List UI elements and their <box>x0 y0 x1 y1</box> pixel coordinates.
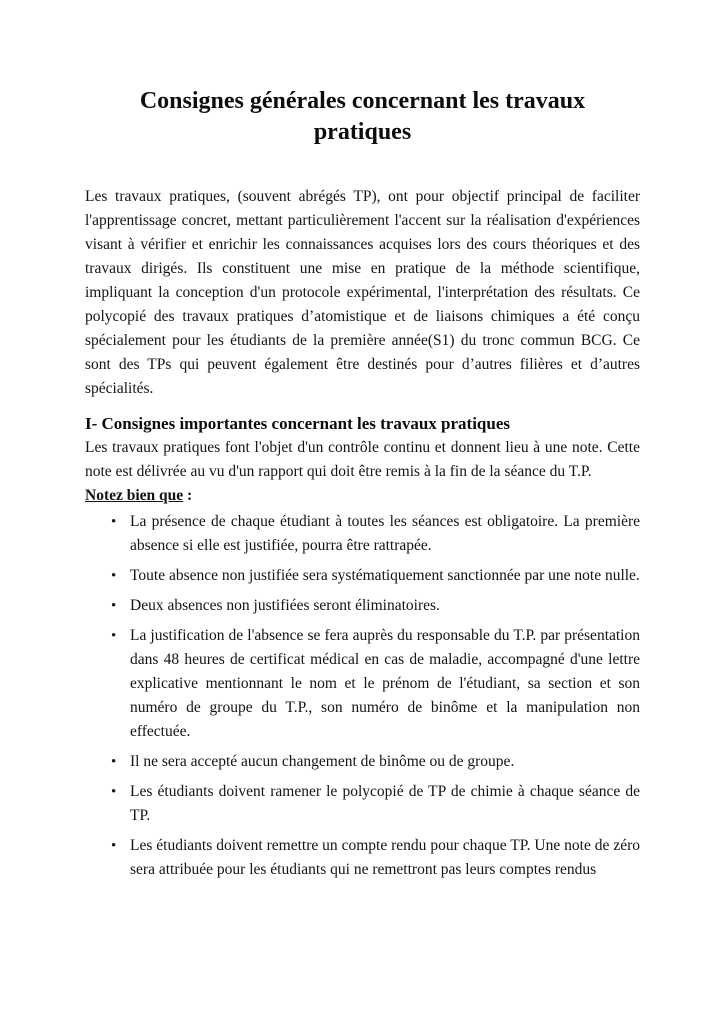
instructions-list <box>85 510 640 882</box>
section-heading: I- Consignes importantes concernant les travaux pratiques <box>85 414 510 433</box>
bullet-icon: • <box>111 754 117 770</box>
note-label: Notez bien que <box>85 487 184 504</box>
list-item-text: Il ne sera accepté aucun changement de binôme ou de groupe. <box>130 753 515 770</box>
bullet-icon: • <box>111 628 117 644</box>
list-item <box>85 750 640 774</box>
note-line <box>85 484 640 508</box>
intro-paragraph: Les travaux pratiques, (souvent abrégés TP), ont pour objectif principal de faciliter l'apprentissage concret, mettant particulièrement l'accent sur la réalisation d'expériences visant à vérifier et enrichir les connaissances acquises lors des cours théoriques et des travaux dirigés. Ils constituent une mise en pratique de la méthode scientifique, impliquant la conception d'un protocole expérimental, l'interprétation des résultats. Ce polycopié des travaux pratiques d’atomistique et de liaisons chimiques a été conçu spécialement pour les étudiants de la première année(S1) du tronc commun BCG. Ce sont des TPs qui peuvent également être destinés pour d’autres filières et d’autres spécialités. <box>85 188 640 397</box>
list-item <box>85 594 640 618</box>
list-item-text: Deux absences non justifiées seront éliminatoires. <box>130 597 440 614</box>
bullet-icon: • <box>111 838 117 854</box>
list-item <box>85 564 640 588</box>
list-item-text: Les étudiants doivent remettre un compte rendu pour chaque TP. Une note de zéro sera attribuée pour les étudiants qui ne remettront pas leurs comptes rendus <box>130 837 640 878</box>
list-item-text: La présence de chaque étudiant à toutes les séances est obligatoire. La première absence si elle est justifiée, pourra être rattrapée. <box>130 513 640 554</box>
list-item <box>85 510 640 558</box>
bullet-icon: • <box>111 568 117 584</box>
bullet-icon: • <box>111 514 117 530</box>
note-colon: : <box>183 487 193 504</box>
list-item-text: Les étudiants doivent ramener le polycopié de TP de chimie à chaque séance de TP. <box>130 783 640 824</box>
list-item <box>85 780 640 828</box>
page-title: Consignes générales concernant les travaux pratiques <box>139 88 586 145</box>
section-intro-paragraph: Les travaux pratiques font l'objet d'un contrôle continu et donnent lieu à une note. Cette note est délivrée au vu d'un rapport qui doit être remis à la fin de la séance du T.P. <box>85 439 640 480</box>
list-item-text: La justification de l'absence se fera auprès du responsable du T.P. par présentation dans 48 heures de certificat médical en cas de maladie, accompagné d'une lettre explicative mentionnant le nom et le prénom de l'étudiant, sa section et son numéro de groupe du T.P., son numéro de binôme et la manipulation non effectuée. <box>130 627 640 740</box>
list-item-text: Toute absence non justifiée sera systématiquement sanctionnée par une note nulle. <box>130 567 640 584</box>
list-item <box>85 834 640 882</box>
list-item <box>85 624 640 744</box>
bullet-icon: • <box>111 598 117 614</box>
bullet-icon: • <box>111 784 117 800</box>
